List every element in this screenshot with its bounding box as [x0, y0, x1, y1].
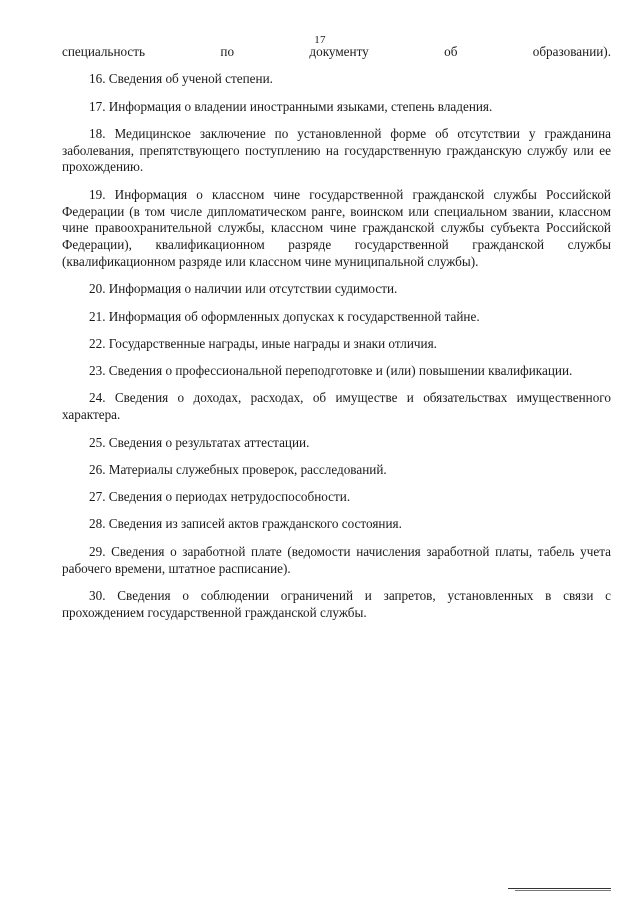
- continuation-line: специальность по документу об образовании).: [62, 44, 611, 59]
- list-item-23: 23. Сведения о профессиональной переподготовке и (или) повышении квалификации.: [89, 363, 573, 379]
- list-item-25: 25. Сведения о результатах аттестации.: [89, 434, 310, 450]
- list-item-22: 22. Государственные награды, иные награды и знаки отличия.: [89, 335, 437, 351]
- list-item-20: 20. Информация о наличии или отсутствии судимости.: [89, 281, 398, 297]
- document-body: [62, 44, 611, 621]
- list-item-30: 30. Сведения о соблюдении ограничений и запретов, установленных в связи с прохождением государственной гражданской службы.: [62, 587, 611, 620]
- footer-rule-secondary: [515, 890, 611, 891]
- page-number: 17: [314, 34, 326, 46]
- list-item-18: 18. Медицинское заключение по установленной форме об отсутствии у гражданина заболевания, препятствующего поступлению на государственную гражданскую службу или ее прохождению.: [62, 125, 611, 175]
- list-item-21: 21. Информация об оформленных допусках к государственной тайне.: [89, 308, 480, 324]
- list-item-26: 26. Материалы служебных проверок, расследований.: [89, 461, 387, 477]
- list-item-17: 17. Информация о владении иностранными языками, степень владения.: [89, 98, 493, 114]
- list-item-27: 27. Сведения о периодах нетрудоспособности.: [89, 489, 351, 505]
- list-item-19: 19. Информация о классном чине государственной гражданской службы Российской Федерации (в том числе дипломатическом ранге, воинском или специальном звании, классном чине правоохранительной службы, классном чине гражданской службы субъекта Российской Федерации), квалификационном разряде государственной гражданской службы (квалификационном разряде или классном чине муниципальной службы).: [62, 186, 611, 269]
- list-item-28: 28. Сведения из записей актов гражданского состояния.: [89, 516, 402, 532]
- list-item-29: 29. Сведения о заработной плате (ведомости начисления заработной платы, табель учета рабочего времени, штатное расписание).: [62, 543, 611, 576]
- footer-rule: [508, 888, 611, 889]
- list-item-24: 24. Сведения о доходах, расходах, об имуществе и обязательствах имущественного характера.: [62, 390, 611, 423]
- list-item-16: 16. Сведения об ученой степени.: [89, 71, 273, 87]
